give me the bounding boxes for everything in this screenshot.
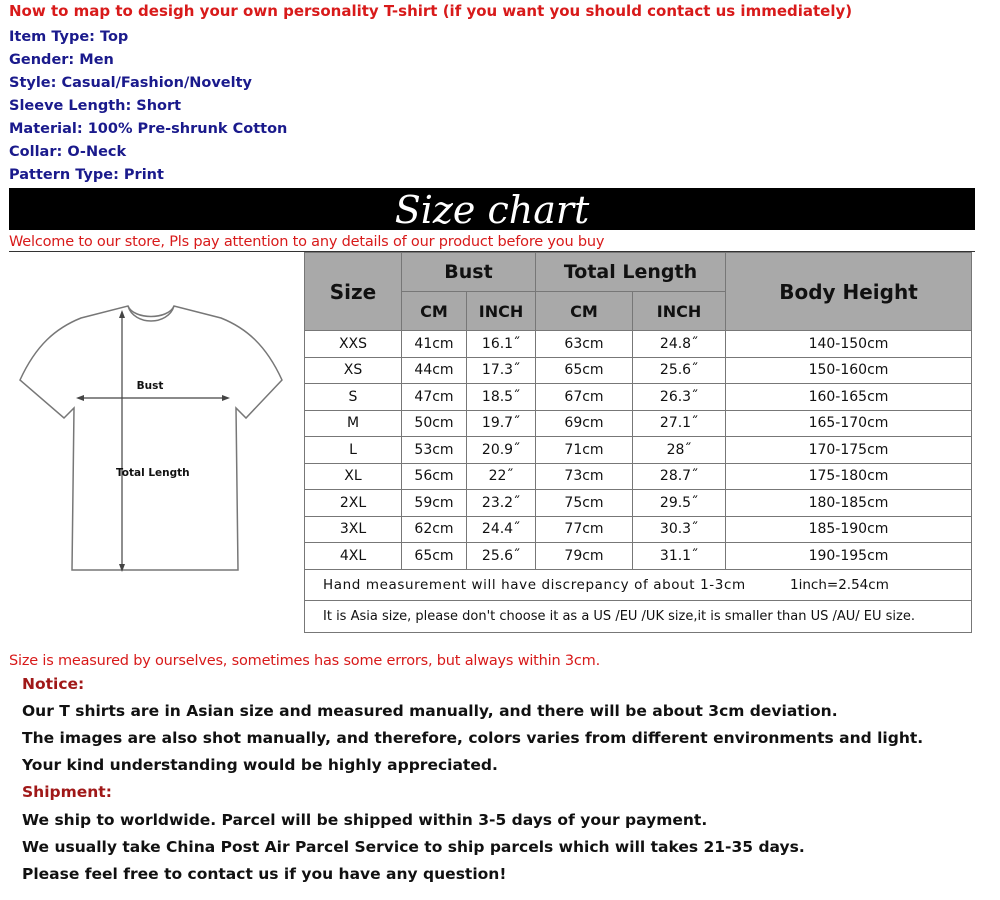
conversion-note: 1inch=2.54cm	[790, 576, 889, 593]
cell-length-cm: 67cm	[536, 384, 633, 411]
cell-bust-cm: 62cm	[402, 516, 467, 543]
notice-line: Your kind understanding would be highly appreciated.	[22, 756, 498, 774]
measured-note: Size is measured by ourselves, sometimes has some errors, but always within 3cm.	[9, 653, 601, 669]
cell-size: L	[305, 437, 402, 464]
cell-length-inch: 29.5˝	[633, 490, 726, 517]
cell-body-height: 160-165cm	[726, 384, 972, 411]
cell-length-inch: 30.3˝	[633, 516, 726, 543]
length-label: Total Length	[116, 467, 190, 479]
cell-bust-inch: 18.5˝	[467, 384, 536, 411]
cell-bust-inch: 25.6˝	[467, 543, 536, 570]
cell-body-height: 140-150cm	[726, 331, 972, 358]
cell-length-inch: 27.1˝	[633, 410, 726, 437]
notice-line: The images are also shot manually, and therefore, colors varies from different environments and light.	[22, 729, 924, 747]
shipment-line: Please feel free to contact us if you have any question!	[22, 865, 507, 883]
cell-length-cm: 79cm	[536, 543, 633, 570]
table-row	[305, 357, 972, 384]
cell-bust-cm: 50cm	[402, 410, 467, 437]
header-length-cm: CM	[536, 292, 633, 331]
shipment-line: We ship to worldwide. Parcel will be shipped within 3-5 days of your payment.	[22, 811, 708, 829]
cell-length-cm: 73cm	[536, 463, 633, 490]
cell-bust-cm: 59cm	[402, 490, 467, 517]
cell-body-height: 175-180cm	[726, 463, 972, 490]
table-row	[305, 331, 972, 358]
table-row	[305, 543, 972, 570]
cell-body-height: 150-160cm	[726, 357, 972, 384]
cell-length-inch: 28.7˝	[633, 463, 726, 490]
cell-bust-cm: 41cm	[402, 331, 467, 358]
table-row	[305, 490, 972, 517]
header-total-length: Total Length	[536, 253, 726, 292]
table-row	[305, 384, 972, 411]
tshirt-diagram	[16, 300, 286, 590]
cell-length-inch: 26.3˝	[633, 384, 726, 411]
tshirt-outline-icon	[20, 306, 282, 570]
cell-length-cm: 65cm	[536, 357, 633, 384]
cell-size: XS	[305, 357, 402, 384]
header-bust-cm: CM	[402, 292, 467, 331]
spec-item: Material: 100% Pre-shrunk Cotton	[9, 121, 288, 137]
table-row	[305, 516, 972, 543]
size-table	[304, 252, 972, 633]
cell-length-inch: 28˝	[633, 437, 726, 464]
note-cell	[305, 569, 972, 600]
spec-item: Collar: O-Neck	[9, 144, 127, 160]
cell-bust-cm: 44cm	[402, 357, 467, 384]
cell-size: XXS	[305, 331, 402, 358]
spec-item: Item Type: Top	[9, 29, 129, 45]
table-row	[305, 463, 972, 490]
cell-bust-inch: 16.1˝	[467, 331, 536, 358]
cell-size: 4XL	[305, 543, 402, 570]
cell-body-height: 185-190cm	[726, 516, 972, 543]
header-bust: Bust	[402, 253, 536, 292]
cell-length-cm: 69cm	[536, 410, 633, 437]
spec-item: Pattern Type: Print	[9, 167, 164, 183]
cell-body-height: 190-195cm	[726, 543, 972, 570]
header-length-inch: INCH	[633, 292, 726, 331]
notice-heading: Notice:	[22, 675, 85, 693]
page-title: Now to map to desigh your own personality T-shirt (if you want you should contact us immediately)	[9, 2, 853, 20]
cell-length-inch: 24.8˝	[633, 331, 726, 358]
cell-body-height: 180-185cm	[726, 490, 972, 517]
cell-length-inch: 31.1˝	[633, 543, 726, 570]
cell-length-cm: 71cm	[536, 437, 633, 464]
spec-item: Gender: Men	[9, 52, 114, 68]
table-row	[305, 410, 972, 437]
cell-length-inch: 25.6˝	[633, 357, 726, 384]
cell-body-height: 170-175cm	[726, 437, 972, 464]
welcome-text: Welcome to our store, Pls pay attention to any details of our product before you buy	[9, 234, 605, 250]
shipment-line: We usually take China Post Air Parcel Service to ship parcels which will takes 21-35 days.	[22, 838, 805, 856]
spec-item: Style: Casual/Fashion/Novelty	[9, 75, 252, 91]
spec-list	[9, 27, 287, 188]
cell-bust-inch: 19.7˝	[467, 410, 536, 437]
asia-size-note: It is Asia size, please don't choose it as a US /EU /UK size,it is smaller than US /AU/ EU size.	[305, 600, 972, 632]
cell-bust-cm: 56cm	[402, 463, 467, 490]
cell-bust-inch: 20.9˝	[467, 437, 536, 464]
cell-length-cm: 63cm	[536, 331, 633, 358]
cell-bust-inch: 23.2˝	[467, 490, 536, 517]
header-size: Size	[305, 253, 402, 331]
discrepancy-note: Hand measurement will have discrepancy of about 1-3cm	[323, 576, 746, 593]
cell-bust-inch: 17.3˝	[467, 357, 536, 384]
cell-length-cm: 75cm	[536, 490, 633, 517]
cell-bust-cm: 47cm	[402, 384, 467, 411]
cell-bust-inch: 24.4˝	[467, 516, 536, 543]
cell-size: XL	[305, 463, 402, 490]
table-note-row	[305, 600, 972, 632]
cell-body-height: 165-170cm	[726, 410, 972, 437]
cell-bust-cm: 65cm	[402, 543, 467, 570]
cell-length-cm: 77cm	[536, 516, 633, 543]
cell-size: 3XL	[305, 516, 402, 543]
bust-label: Bust	[136, 380, 164, 392]
shipment-heading: Shipment:	[22, 783, 112, 801]
spec-item: Sleeve Length: Short	[9, 98, 182, 114]
header-body-height: Body Height	[726, 253, 972, 331]
cell-size: S	[305, 384, 402, 411]
header-bust-inch: INCH	[467, 292, 536, 331]
cell-size: M	[305, 410, 402, 437]
size-chart-banner: Size chart	[9, 188, 975, 230]
cell-bust-inch: 22˝	[467, 463, 536, 490]
cell-size: 2XL	[305, 490, 402, 517]
table-row	[305, 437, 972, 464]
notice-line: Our T shirts are in Asian size and measured manually, and there will be about 3cm deviation.	[22, 702, 838, 720]
table-note-row	[305, 569, 972, 600]
cell-bust-cm: 53cm	[402, 437, 467, 464]
